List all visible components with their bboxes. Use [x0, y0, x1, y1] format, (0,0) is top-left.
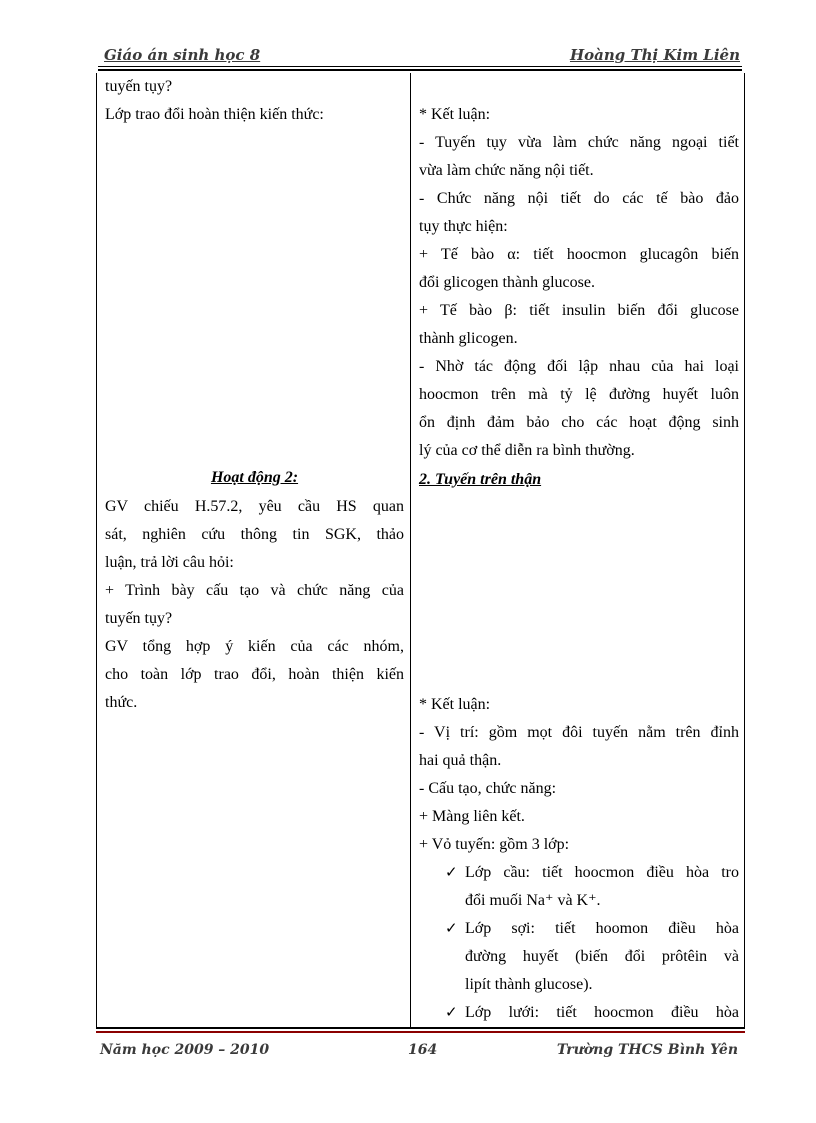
text-line: tuyến tụy?	[105, 78, 173, 95]
footer-school-year: Năm học 2009 – 2010	[100, 1042, 270, 1058]
text-line: lý của cơ thể diễn ra bình thường.	[419, 442, 635, 459]
list-item-text: Lớp cầu: tiết hoocmon điều hòa tro	[465, 864, 739, 881]
text-line: Lớp trao đổi hoàn thiện kiến thức:	[105, 106, 324, 123]
page-footer	[98, 1042, 742, 1062]
footer-rule-accent	[96, 1031, 745, 1033]
text-line: đổi glicogen thành glucose.	[419, 274, 595, 291]
page-header	[100, 46, 742, 66]
text-line: + Màng liên kết.	[419, 808, 525, 825]
text-line: + Trình bày cấu tạo và chức năng của	[105, 582, 404, 599]
conclusion-label: * Kết luận:	[419, 696, 491, 713]
text-line: đường huyết (biến đổi prôtêin và	[465, 948, 739, 965]
list-item	[419, 915, 739, 943]
footer-school-name: Trường THCS Bình Yên	[556, 1042, 738, 1058]
text-line: thành glicogen.	[419, 330, 518, 347]
header-rule	[98, 66, 742, 67]
text-line: GV chiếu H.57.2, yêu cầu HS quan	[105, 498, 404, 515]
text-line: - Cấu tạo, chức năng:	[419, 780, 557, 797]
header-rule-thick	[98, 69, 742, 71]
text-line: hai quả thận.	[419, 752, 502, 769]
list-item	[419, 999, 739, 1027]
conclusion-label: * Kết luận:	[419, 106, 491, 123]
checkmark-icon: ✓	[445, 865, 458, 881]
activity-heading: Hoạt động 2:	[210, 469, 299, 486]
text-line: + Tế bào α: tiết hoocmon glucagôn biến	[419, 246, 739, 263]
text-line: vừa làm chức năng nội tiết.	[419, 162, 594, 179]
text-line: GV tổng hợp ý kiến của các nhóm,	[105, 638, 404, 655]
lesson-table	[96, 73, 745, 1027]
text-line: - Chức năng nội tiết do các tế bào đảo	[419, 190, 739, 207]
section-heading: 2. Tuyến trên thận	[419, 471, 542, 488]
header-author: Hoàng Thị Kim Liên	[569, 46, 740, 64]
text-line: - Tuyến tụy vừa làm chức năng ngoại tiết	[419, 134, 739, 151]
text-line: tuyến tụy?	[105, 610, 173, 627]
text-line: lipít thành glucose).	[465, 976, 593, 993]
text-line: + Tế bào β: tiết insulin biến đổi glucose	[419, 302, 739, 319]
text-line: - Vị trí: gồm mọt đôi tuyến nằm trên đỉnh	[419, 724, 739, 741]
text-line: luận, trả lời câu hỏi:	[105, 554, 234, 571]
footer-rule	[96, 1027, 745, 1029]
list-item-text: Lớp lưới: tiết hoocmon điều hòa	[465, 1004, 739, 1021]
checkmark-icon: ✓	[445, 921, 458, 937]
text-line: sát, nghiên cứu thông tin SGK, thảo	[105, 526, 404, 543]
text-line: hoocmon trên mà tỷ lệ đường huyết luôn	[419, 386, 739, 403]
list-item	[419, 859, 739, 887]
text-line: ổn định đảm bảo cho các hoạt động sinh	[419, 414, 739, 431]
text-line: - Nhờ tác động đối lập nhau của hai loại	[419, 358, 739, 375]
text-line: thức.	[105, 694, 138, 711]
checkmark-icon: ✓	[445, 1005, 458, 1021]
list-item-text: Lớp sợi: tiết hoomon điều hòa	[465, 920, 739, 937]
page-number: 164	[408, 1042, 438, 1058]
text-line: tụy thực hiện:	[419, 218, 508, 235]
text-line: + Vỏ tuyến: gồm 3 lớp:	[419, 836, 570, 853]
column-divider	[410, 73, 411, 1027]
header-subject: Giáo án sinh học 8	[104, 46, 261, 64]
text-line: cho toàn lớp trao đổi, hoàn thiện kiến	[105, 666, 404, 683]
text-line: đổi muối Na⁺ và K⁺.	[465, 892, 601, 909]
